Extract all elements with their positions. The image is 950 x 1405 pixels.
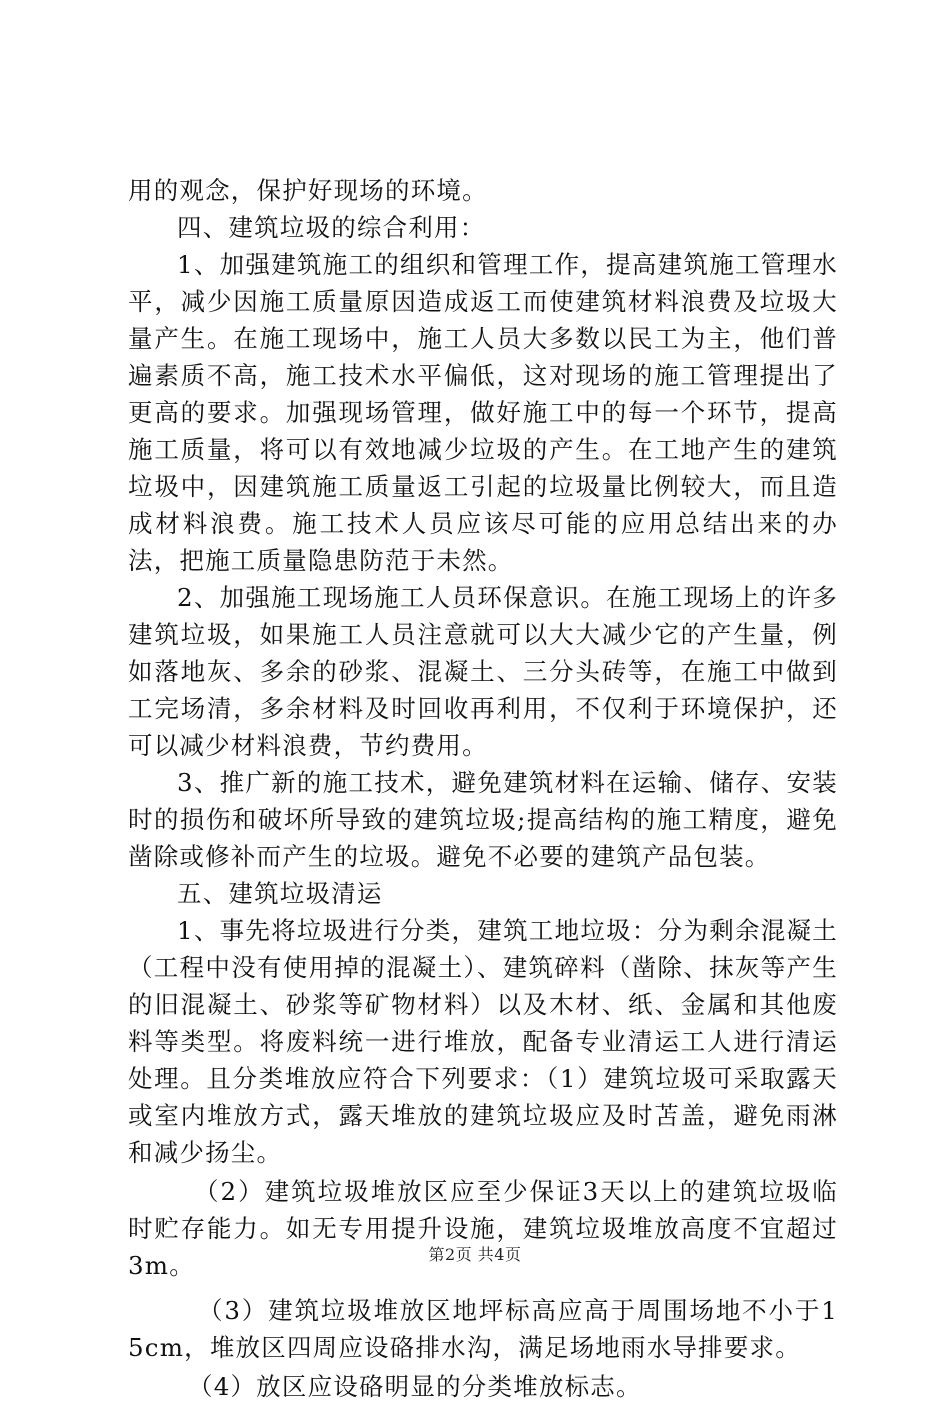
document-body xyxy=(128,172,838,1405)
paragraph-4-3: 3、推广新的施工技术，避免建筑材料在运输、储存、安装时的损伤和破坏所导致的建筑垃圾;提高结构的施工精度，避免凿除或修补而产生的垃圾。避免不必要的建筑产品包装。 xyxy=(128,768,838,871)
paragraph-5-1: 1、事先将垃圾进行分类，建筑工地垃圾：分为剩余混凝土（工程中没有使用掉的混凝土）、建筑碎料（凿除、抹灰等产生的旧混凝土、砂浆等矿物材料）以及木材、纸、金属和其他废料等类型。将废料统一进行堆放，配备专业清运工人进行清运处理。且分类堆放应符合下列要求：（1）建筑垃圾可采取露天或室内堆放方式，露天堆放的建筑垃圾应及时苫盖，避免雨淋和减少扬尘。 xyxy=(128,916,838,1167)
section-heading-5: 五、建筑垃圾清运 xyxy=(177,879,383,908)
paragraph-5-1-item-3: （3）建筑垃圾堆放区地坪标高应高于周围场地不小于15cm，堆放区四周应设硌排水沟，满足场地雨水导排要求。 xyxy=(128,1296,838,1362)
paragraph-5-1-item-4: （4）放区应设硌明显的分类堆放标志。 xyxy=(188,1372,642,1401)
paragraph-4-2: 2、加强施工现场施工人员环保意识。在施工现场上的许多建筑垃圾，如果施工人员注意就可以大大减少它的产生量，例如落地灰、多余的砂浆、混凝土、三分头砖等，在施工中做到工完场清，多余材料及时回收再利用，不仅利于环境保护，还可以减少材料浪费，节约费用。 xyxy=(128,583,838,760)
paragraph-4-1: 1、加强建筑施工的组织和管理工作，提高建筑施工管理水平，减少因施工质量原因造成返工而使建筑材料浪费及垃圾大量产生。在施工现场中，施工人员大多数以民工为主，他们普遍素质不高，施工技术水平偏低，这对现场的施工管理提出了更高的要求。加强现场管理，做好施工中的每一个环节，提高施工质量，将可以有效地减少垃圾的产生。在工地产生的建筑垃圾中，因建筑施工质量返工引起的垃圾量比例较大，而且造成材料浪费。施工技术人员应该尽可能的应用总结出来的办法，把施工质量隐患防范于未然。 xyxy=(128,250,838,575)
section-heading-4: 四、建筑垃圾的综合利用： xyxy=(177,213,486,242)
paragraph-5-1-item-2: （2）建筑垃圾堆放区应至少保证3天以上的建筑垃圾临时贮存能力。如无专用提升设施，建筑垃圾堆放高度不宜超过3m。 xyxy=(128,1177,838,1280)
paragraph-continuation: 用的观念，保护好现场的环境。 xyxy=(128,176,488,205)
page-footer: 第2页 共4页 xyxy=(428,1245,522,1264)
